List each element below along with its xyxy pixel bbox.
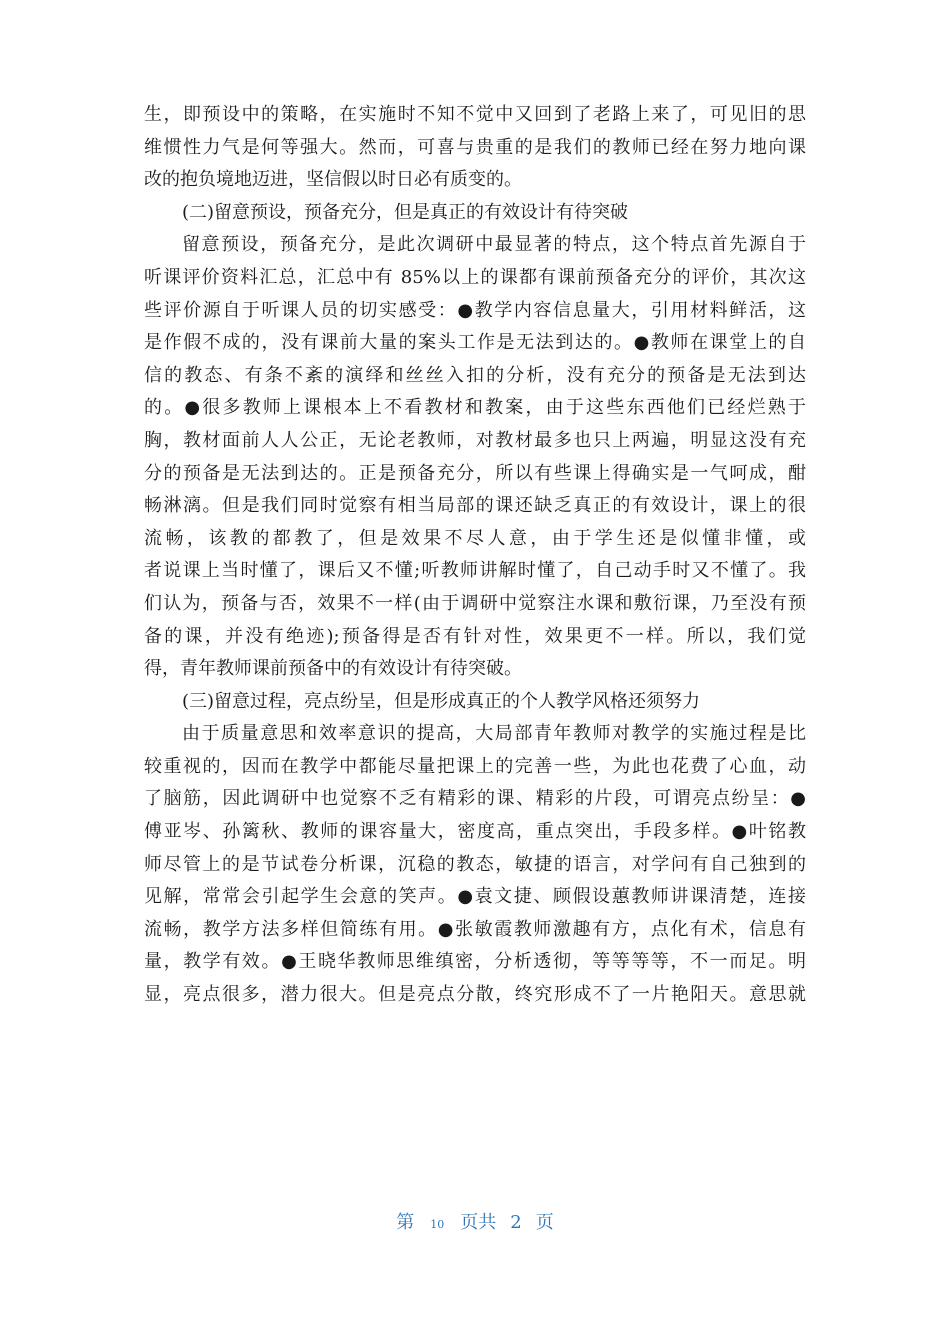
footer-prefix: 第 [396, 1212, 415, 1233]
text-line: 得，青年教师课前预备中的有效设计有待突破。 [144, 658, 522, 680]
text-line: 信的教态、有条不紊的演绎和丝丝入扣的分析，没有充分的预备是无法到达 [144, 364, 806, 386]
text-line: (三)留意过程，亮点纷呈，但是形成真正的个人教学风格还须努力 [182, 690, 701, 712]
text-line: 的。●很多教师上课根本上不看教材和教案，由于这些东西他们已经烂熟于 [144, 397, 806, 419]
text-line: 傅亚岑、孙篱秋、教师的课容量大，密度高，重点突出，手段多样。●叶铭教 [144, 821, 806, 843]
text-line: 畅淋漓。但是我们同时觉察有相当局部的课还缺乏真正的有效设计，课上的很 [144, 495, 806, 517]
text-line: 是作假不成的，没有课前大量的案头工作是无法到达的。●教师在课堂上的自 [144, 332, 806, 354]
text-line: 些评价源自于听课人员的切实感受：●教学内容信息量大，引用材料鲜活，这 [144, 299, 806, 321]
text-line: 生，即预设中的策略，在实施时不知不觉中又回到了老路上来了，可见旧的思 [144, 104, 806, 125]
text-line: 改的抱负境地迈进，坚信假以时日必有质变的。 [144, 169, 522, 191]
text-line: 们认为，预备与否，效果不一样(由于调研中觉察注水课和敷衍课，乃至没有预 [144, 592, 806, 614]
text-line: 留意预设，预备充分，是此次调研中最显著的特点，这个特点首先源自于 [182, 234, 806, 256]
footer-total-pages: 2 [510, 1212, 522, 1233]
text-line: 较重视的，因而在教学中都能尽量把课上的完善一些，为此也花费了心血，动 [144, 755, 806, 777]
page-footer [0, 1208, 950, 1234]
document-body [144, 99, 806, 1012]
text-line: 备的课，并没有绝迹);预备得是否有针对性，效果更不一样。所以，我们觉 [144, 625, 806, 647]
text-line: 由于质量意思和效率意识的提高，大局部青年教师对教学的实施过程是比 [182, 723, 806, 745]
footer-suffix: 页 [535, 1212, 554, 1233]
text-line: 维惯性力气是何等强大。然而，可喜与贵重的是我们的教师已经在努力地向课 [144, 136, 806, 158]
text-line: 者说课上当时懂了，课后又不懂;听教师讲解时懂了，自己动手时又不懂了。我 [144, 560, 806, 582]
text-line: 显，亮点很多，潜力很大。但是亮点分散，终究形成不了一片艳阳天。意思就 [144, 984, 806, 1006]
footer-middle: 页共 [460, 1212, 497, 1233]
text-line: 听课评价资料汇总，汇总中有 85%以上的课都有课前预备充分的评价，其次这 [144, 266, 806, 288]
text-line: 流畅，该教的都教了，但是效果不尽人意，由于学生还是似懂非懂，或 [144, 527, 806, 549]
text-line: 流畅，教学方法多样但简练有用。●张敏霞教师激趣有方，点化有术，信息有 [144, 918, 806, 940]
text-line: 师尽管上的是节试卷分析课，沉稳的教态，敏捷的语言，对学问有自己独到的 [144, 853, 806, 875]
text-line: 了脑筋，因此调研中也觉察不乏有精彩的课、精彩的片段，可谓亮点纷呈：● [144, 788, 806, 810]
text-line: 胸，教材面前人人公正，无论老教师，对教材最多也只上两遍，明显这没有充 [144, 429, 806, 451]
text-line: 量，教学有效。●王晓华教师思维缜密，分析透彻，等等等等，不一而足。明 [144, 951, 806, 973]
text-line: (二)留意预设，预备充分，但是真正的有效设计有待突破 [182, 201, 629, 223]
footer-page-number: 10 [430, 1218, 445, 1231]
text-line: 见解，常常会引起学生会意的笑声。●袁文捷、顾假设蕙教师讲课清楚，连接 [144, 886, 806, 908]
text-line: 分的预备是无法到达的。正是预备充分，所以有些课上得确实是一气呵成，酣 [144, 462, 806, 484]
